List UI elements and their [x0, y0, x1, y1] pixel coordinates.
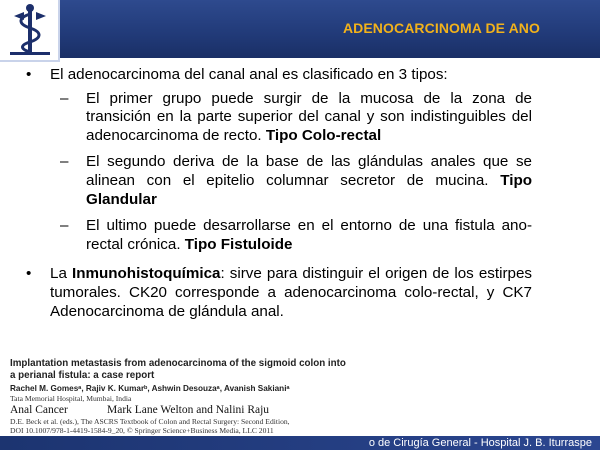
bullet-marker: • — [26, 66, 32, 83]
book-authors: Mark Lane Welton and Nalini Raju — [107, 403, 270, 416]
bullet-item — [26, 66, 532, 85]
sub-bullet-type: Tipo Fistuloide — [184, 235, 293, 253]
article-authors: Rachel M. Gomesᵃ, Rajiv K. Kumarᵇ, Ashwin Desouzaᵃ, Avanish Sakianiᵃ — [10, 383, 290, 393]
slide-content — [26, 66, 532, 321]
bullet-item — [26, 265, 532, 321]
bullet-prefix: La — [50, 265, 72, 283]
references — [10, 358, 350, 435]
sub-bullet-item — [60, 90, 532, 146]
sub-bullet-text — [86, 217, 532, 254]
bullet-marker: • — [26, 265, 32, 283]
dash-marker: – — [60, 153, 69, 171]
sub-bullet-type: Tipo Colo-rectal — [265, 126, 382, 144]
sub-bullet-body: El segundo deriva de la base de las glándulas anales que se alinean con el epitelio columnar secretor de mucina. — [86, 153, 532, 189]
slide-title: ADENOCARCINOMA DE ANO — [342, 20, 540, 36]
article-institution: Tata Memorial Hospital, Mumbai, India — [10, 393, 132, 403]
medical-caduceus-logo-icon — [6, 2, 54, 58]
sub-bullet-type: Tipo Glandular — [86, 171, 532, 208]
footer-text: o de Cirugía General - Hospital J. B. Iturraspe — [368, 437, 592, 449]
bullet-text — [50, 265, 532, 321]
bullet-body: : sirve para distinguir el origen de los estirpes tumorales. CK20 corresponde a adenocarcinoma colo-rectal, y CK7 Adenocarcinoma de glándula anal. — [50, 265, 532, 320]
bullet-text: El adenocarcinoma del canal anal es clasificado en 3 tipos: — [50, 66, 448, 83]
article-title: Implantation metastasis from adenocarcinoma of the sigmoid colon into a perianal fistula: a case report — [10, 358, 346, 382]
sub-bullet-body: El ultimo puede desarrollarse en el entorno de una fistula ano-rectal crónica. — [86, 217, 532, 253]
book-title: Anal Cancer — [10, 403, 68, 416]
dash-marker: – — [60, 217, 69, 235]
sub-bullet-text — [86, 90, 532, 146]
sub-bullet-body: El primer grupo puede surgir de la mucosa de la zona de transición en la parte superior del canal y son indistinguibles del adenocarcinoma de recto. — [86, 89, 532, 144]
hospital-logo — [0, 0, 60, 62]
sub-bullet-item — [60, 217, 532, 254]
sub-bullet-text — [86, 153, 532, 209]
book-heading — [10, 404, 350, 417]
dash-marker: – — [60, 89, 69, 107]
bullet-keyword: Inmunohistoquímica — [71, 265, 221, 283]
book-citation: D.E. Beck et al. (eds.), The ASCRS Textbook of Colon and Rectal Surgery: Second Edition, — [10, 416, 290, 426]
book-doi: DOI 10.1007/978-1-4419-1584-9_20, © Springer Science+Business Media, LLC 2011 — [10, 426, 274, 436]
sub-bullet-item — [60, 153, 532, 209]
